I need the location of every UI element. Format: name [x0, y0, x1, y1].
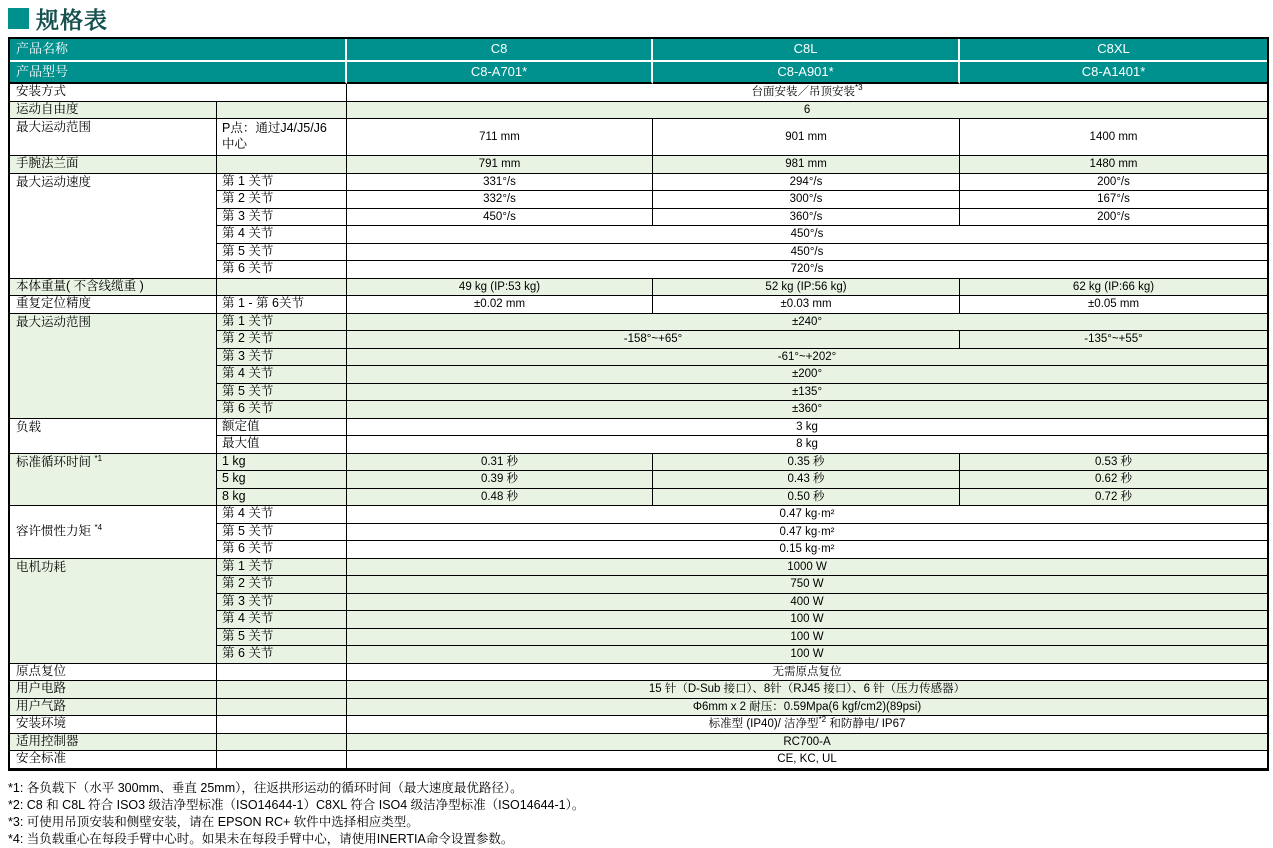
row-label: 适用控制器 [10, 734, 217, 752]
row-label [10, 454, 217, 507]
row-label: 电机功耗 [10, 559, 217, 664]
table-row [10, 664, 1267, 682]
row-sublabel: 第 5 关节 [217, 524, 347, 542]
cell-value: 0.39 秒 [347, 471, 653, 489]
cell-value: 300°/s [653, 191, 960, 209]
cell-value: 0.43 秒 [653, 471, 960, 489]
row-sublabel: 第 1 关节 [217, 174, 347, 192]
row-sublabel: 第 4 关节 [217, 611, 347, 629]
row-sublabel [217, 279, 347, 297]
value-text: 和防静电/ IP67 [826, 718, 906, 731]
table-row [10, 699, 1267, 717]
footnote: *4: 当负载重心在每段手臂中心时。如果未在每段手臂中心，请使用INERTIA命令设置参数。 [8, 831, 514, 846]
row-label: 本体重量( 不含线缆重 ) [10, 279, 217, 297]
footnote: *2: C8 和 C8L 符合 ISO3 级洁净型标准（ISO14644-1）C8XL 符合 ISO4 级洁净型标准（ISO14644-1）。 [8, 797, 585, 812]
table-row [10, 102, 1267, 120]
row-sublabel [217, 102, 347, 120]
column-header: C8XL [960, 39, 1267, 62]
cell-value: 450°/s [347, 244, 1267, 262]
table-row [10, 734, 1267, 752]
row-sublabel: 第 6 关节 [217, 261, 347, 279]
row-label: 用户电路 [10, 681, 217, 699]
row-sublabel: 5 kg [217, 471, 347, 489]
product-name-label: 产品名称 [10, 39, 347, 62]
table-row [10, 296, 1267, 314]
cell-value: 331°/s [347, 174, 653, 192]
cell-value: 0.72 秒 [960, 489, 1267, 507]
table-row [10, 681, 1267, 699]
table-row [10, 174, 1267, 192]
section-marker-icon [8, 8, 29, 29]
cell-value: 49 kg (IP:53 kg) [347, 279, 653, 297]
section-title [8, 5, 1265, 31]
row-label: 最大运动速度 [10, 174, 217, 279]
product-model-label: 产品型号 [10, 62, 347, 84]
row-sublabel: 第 6 关节 [217, 401, 347, 419]
cell-value: CE, KC, UL [347, 751, 1267, 769]
cell-value: 0.31 秒 [347, 454, 653, 472]
footnotes [8, 780, 1265, 848]
cell-value: 1480 mm [960, 156, 1267, 174]
table-row [10, 119, 1267, 156]
cell-value: 8 kg [347, 436, 1267, 454]
row-label [10, 506, 217, 559]
footnote-marker: *3 [854, 84, 863, 93]
cell-value: 400 W [347, 594, 1267, 612]
footnote: *3: 可使用吊顶安装和侧壁安装，请在 EPSON RC+ 软件中选择相应类型。 [8, 814, 419, 829]
cell-value: ±240° [347, 314, 1267, 332]
spec-table [10, 39, 1267, 769]
cell-value: 1400 mm [960, 119, 1267, 156]
row-label: 安全标准 [10, 751, 217, 769]
row-sublabel: 最大值 [217, 436, 347, 454]
table-row [10, 716, 1267, 734]
cell-value: 981 mm [653, 156, 960, 174]
table-row [10, 454, 1267, 472]
row-sublabel: 第 6 关节 [217, 541, 347, 559]
row-sublabel [217, 699, 347, 717]
row-sublabel: P点：通过J4/J5/J6 中心 [217, 119, 347, 156]
cell-value: 0.47 kg·m² [347, 506, 1267, 524]
cell-value: 无需原点复位 [347, 664, 1267, 682]
row-sublabel: 第 4 关节 [217, 226, 347, 244]
cell-value: ±0.05 mm [960, 296, 1267, 314]
cell-value: -158°~+65° [347, 331, 960, 349]
cell-value: ±200° [347, 366, 1267, 384]
cell-value: 3 kg [347, 419, 1267, 437]
row-sublabel [217, 664, 347, 682]
cell-value: 15 针（D-Sub 接口）、8针（RJ45 接口）、6 针（压力传感器） [347, 681, 1267, 699]
row-sublabel: 第 3 关节 [217, 594, 347, 612]
row-sublabel [217, 716, 347, 734]
cell-value: 450°/s [347, 209, 653, 227]
row-sublabel: 第 5 关节 [217, 244, 347, 262]
cell-value: 0.53 秒 [960, 454, 1267, 472]
cell-value: 360°/s [653, 209, 960, 227]
row-label: 用户气路 [10, 699, 217, 717]
table-row [10, 751, 1267, 769]
cell-value: 100 W [347, 611, 1267, 629]
row-sublabel [217, 156, 347, 174]
cell-value: 294°/s [653, 174, 960, 192]
model-value: C8-A901* [653, 62, 960, 84]
table-row [10, 156, 1267, 174]
row-label: 负载 [10, 419, 217, 454]
row-label: 手腕法兰面 [10, 156, 217, 174]
footnote-marker: *2 [818, 716, 827, 725]
page-title: 规格表 [36, 6, 108, 33]
cell-value: -135°~+55° [960, 331, 1267, 349]
row-sublabel: 第 4 关节 [217, 506, 347, 524]
cell-value: 100 W [347, 646, 1267, 664]
cell-value: 0.47 kg·m² [347, 524, 1267, 542]
cell-value: 1000 W [347, 559, 1267, 577]
footnote-marker: *1 [94, 453, 103, 463]
footnote-marker: *4 [94, 522, 103, 532]
cell-value: 0.15 kg·m² [347, 541, 1267, 559]
row-label: 安装方式 [10, 84, 347, 102]
row-sublabel: 第 1 关节 [217, 314, 347, 332]
value-text: 标准型 (IP40)/ 洁净型 [708, 718, 819, 731]
cell-value: 167°/s [960, 191, 1267, 209]
cell-value: ±135° [347, 384, 1267, 402]
cell-value: 450°/s [347, 226, 1267, 244]
label-text: 标准循环时间 [16, 454, 95, 469]
row-label: 安装环境 [10, 716, 217, 734]
cell-value: -61°~+202° [347, 349, 1267, 367]
table-row [10, 279, 1267, 297]
footnote: *1: 各负载下（水平 300mm、垂直 25mm），往返拱形运动的循环时间（最大速度最优路径）。 [8, 780, 523, 795]
table-row [10, 84, 1267, 102]
cell-value: ±0.03 mm [653, 296, 960, 314]
cell-value: 332°/s [347, 191, 653, 209]
cell-value: 100 W [347, 629, 1267, 647]
column-header: C8L [653, 39, 960, 62]
cell-value: 0.50 秒 [653, 489, 960, 507]
label-text: 容许惯性力矩 [16, 523, 95, 538]
row-sublabel: 1 kg [217, 454, 347, 472]
row-sublabel [217, 734, 347, 752]
cell-value: 0.62 秒 [960, 471, 1267, 489]
cell-value: 711 mm [347, 119, 653, 156]
cell-value: RC700-A [347, 734, 1267, 752]
table-row [10, 314, 1267, 332]
cell-value: Φ6mm x 2 耐压：0.59Mpa(6 kgf/cm2)(89psi) [347, 699, 1267, 717]
row-sublabel: 第 2 关节 [217, 191, 347, 209]
cell-value: 720°/s [347, 261, 1267, 279]
row-label: 原点复位 [10, 664, 217, 682]
row-label: 重复定位精度 [10, 296, 217, 314]
table-row [10, 559, 1267, 577]
row-label: 最大运动范围 [10, 314, 217, 419]
cell-value: 791 mm [347, 156, 653, 174]
row-sublabel [217, 681, 347, 699]
cell-value [347, 716, 1267, 734]
cell-value [347, 84, 1267, 102]
value-text: 台面安装／吊顶安装 [751, 86, 855, 99]
product-model-row [10, 62, 1267, 84]
model-value: C8-A1401* [960, 62, 1267, 84]
cell-value: ±360° [347, 401, 1267, 419]
row-label: 最大运动范围 [10, 119, 217, 156]
row-sublabel: 第 2 关节 [217, 331, 347, 349]
cell-value: 901 mm [653, 119, 960, 156]
row-sublabel: 第 4 关节 [217, 366, 347, 384]
product-name-row [10, 39, 1267, 62]
row-sublabel: 第 2 关节 [217, 576, 347, 594]
row-sublabel: 第 5 关节 [217, 629, 347, 647]
cell-value: 0.35 秒 [653, 454, 960, 472]
column-header: C8 [347, 39, 653, 62]
row-sublabel: 第 3 关节 [217, 209, 347, 227]
table-row [10, 506, 1267, 524]
cell-value: ±0.02 mm [347, 296, 653, 314]
row-sublabel: 额定值 [217, 419, 347, 437]
row-sublabel: 第 6 关节 [217, 646, 347, 664]
row-sublabel: 第 1 - 第 6关节 [217, 296, 347, 314]
row-sublabel: 第 1 关节 [217, 559, 347, 577]
cell-value: 52 kg (IP:56 kg) [653, 279, 960, 297]
row-sublabel: 第 3 关节 [217, 349, 347, 367]
cell-value: 200°/s [960, 209, 1267, 227]
model-value: C8-A701* [347, 62, 653, 84]
cell-value: 6 [347, 102, 1267, 120]
cell-value: 62 kg (IP:66 kg) [960, 279, 1267, 297]
row-sublabel: 第 5 关节 [217, 384, 347, 402]
table-row [10, 419, 1267, 437]
cell-value: 750 W [347, 576, 1267, 594]
row-label: 运动自由度 [10, 102, 217, 120]
cell-value: 200°/s [960, 174, 1267, 192]
cell-value: 0.48 秒 [347, 489, 653, 507]
row-sublabel: 8 kg [217, 489, 347, 507]
spec-table-wrapper [8, 37, 1269, 771]
row-sublabel [217, 751, 347, 769]
